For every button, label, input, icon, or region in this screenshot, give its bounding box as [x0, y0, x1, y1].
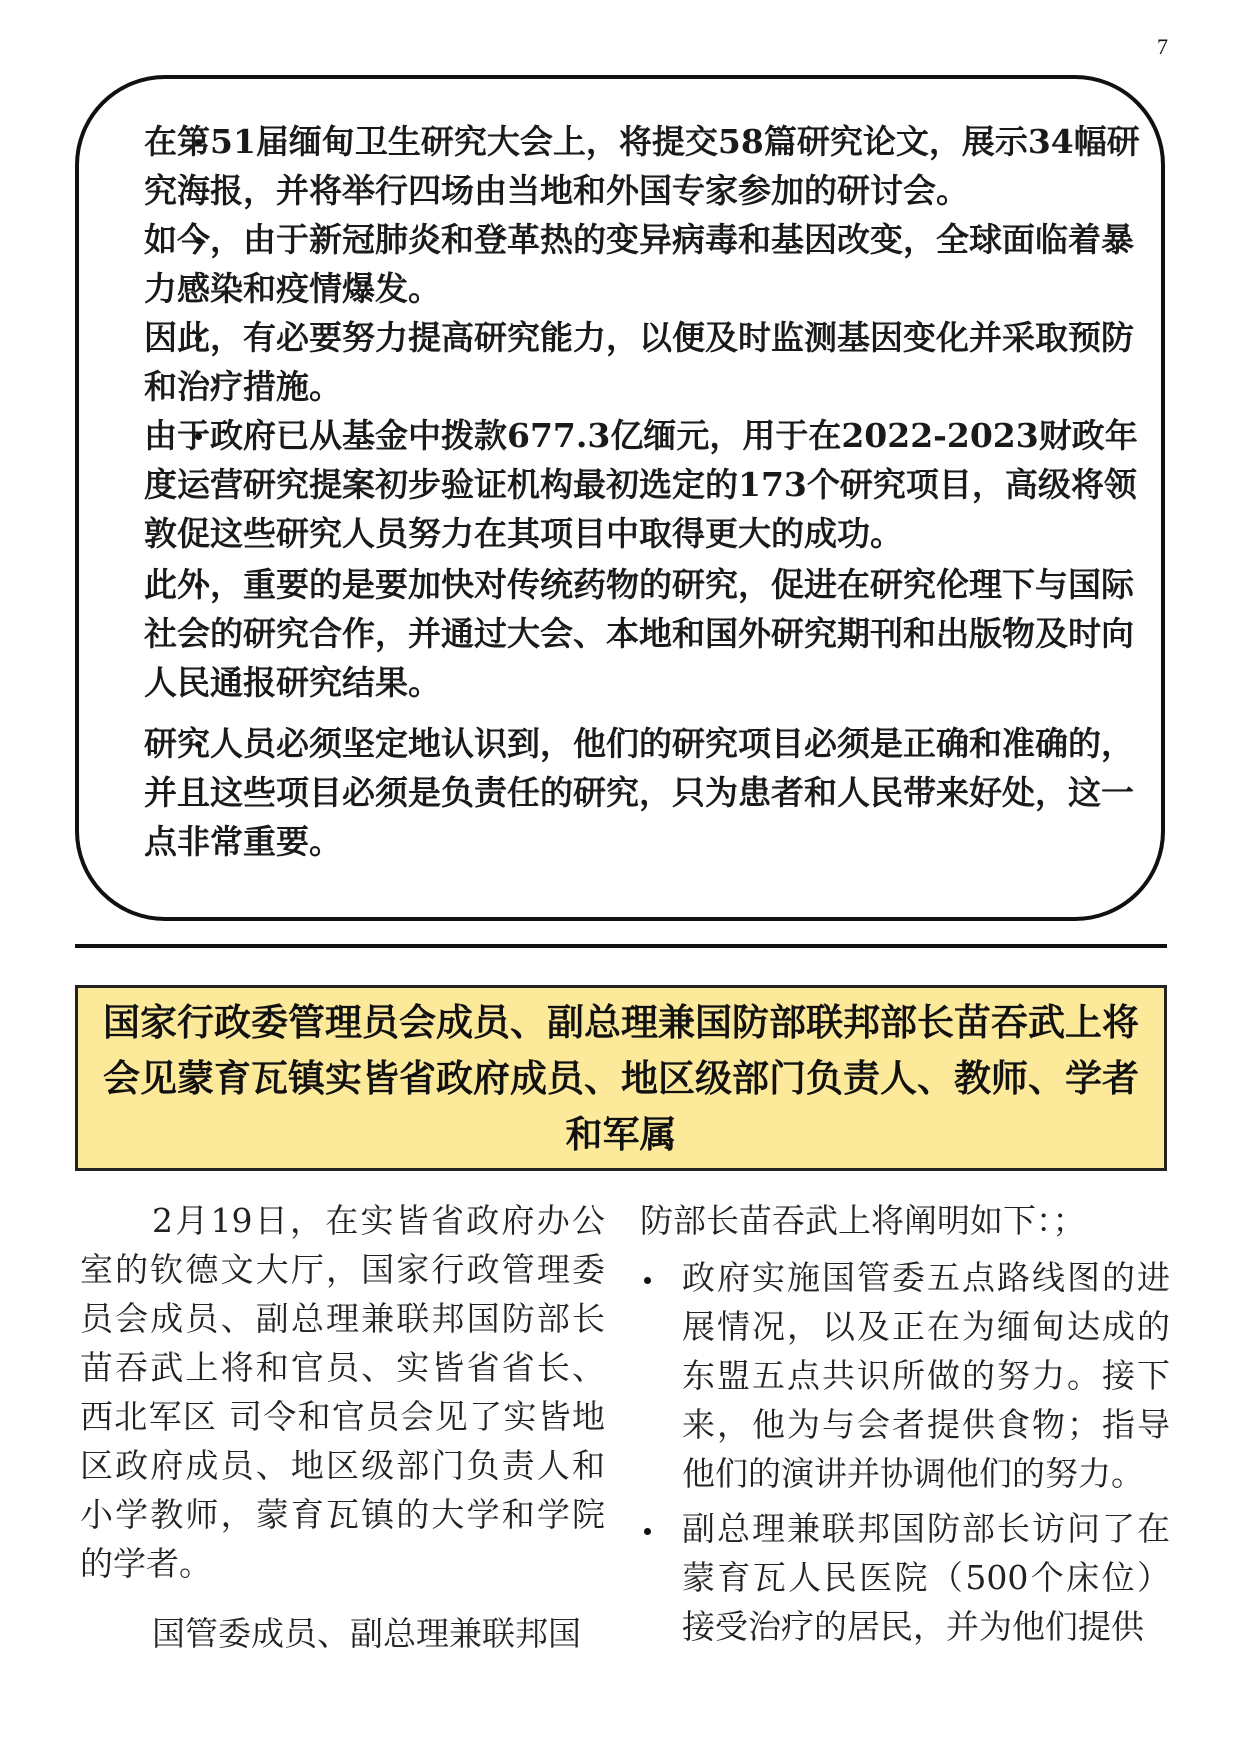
article-left-column — [80, 1196, 605, 1679]
highlights-box — [75, 75, 1165, 921]
article-bullet-item — [640, 1253, 1170, 1498]
section-divider — [75, 944, 1167, 948]
article-paragraph: 国管委成员、副总理兼联邦国 — [152, 1614, 581, 1653]
article-bullet-item — [640, 1504, 1170, 1651]
article-bullet-list — [640, 1253, 1170, 1651]
highlight-text: 此外，重要的是要加快对传统药物的研究，促进在研究伦理下与国际社会的研究合作，并通过大会、本地和国外研究期刊和出版物及时向人民通报研究结果。 — [144, 565, 1134, 702]
bullet-dot-icon — [644, 1528, 651, 1535]
article-bullet-text: 副总理兼联邦国防部长访问了在蒙育瓦人民医院（500个床位）接受治疗的居民，并为他们提供 — [682, 1509, 1170, 1646]
article-paragraph: 2月19日，在实皆省政府办公室的钦德文大厅，国家行政管理委员会成员、副总理兼联邦国防部长苗吞武上将和官员、实皆省省长、西北军区 司令和官员会见了实皆地区政府成员、地区级部门负责人和小学教师，蒙育瓦镇的大学和学院的学者。 — [80, 1201, 605, 1583]
page-number: 7 — [1157, 34, 1168, 59]
article-bullet-text: 政府实施国管委五点路线图的进展情况，以及正在为缅甸达成的东盟五点共识所做的努力。接下来，他为与会者提供食物；指导他们的演讲并协调他们的努力。 — [682, 1258, 1170, 1493]
bullet-dot-icon — [644, 1277, 651, 1284]
highlight-text: 研究人员必须坚定地认识到，他们的研究项目必须是正确和准确的，并且这些项目必须是负责任的研究，只为患者和人民带来好处，这一点非常重要。 — [144, 724, 1134, 861]
highlight-text: 由于政府已从基金中拨款677.3亿缅元，用于在2022-2023财政年度运营研究提案初步验证机构最初选定的173个研究项目，高级将领敦促这些研究人员努力在其项目中取得更大的成功。 — [144, 416, 1138, 553]
article-headline: 国家行政委管理员会成员、副总理兼国防部联邦部长苗吞武上将会见蒙育瓦镇实皆省政府成员、地区级部门负责人、教师、学者和军属 — [103, 1000, 1139, 1156]
highlight-text: 因此，有必要努力提高研究能力，以便及时监测基因变化并采取预防和治疗措施。 — [144, 318, 1134, 406]
highlight-text: 在第51届缅甸卫生研究大会上，将提交58篇研究论文，展示34幅研究海报，并将举行四场由当地和外国专家参加的研讨会。 — [144, 122, 1140, 210]
headline-box — [75, 985, 1167, 1171]
article-paragraph-continuation: 防部长苗吞武上将阐明如下：； — [640, 1201, 1086, 1240]
article-right-column — [640, 1196, 1170, 1657]
highlight-text: 如今，由于新冠肺炎和登革热的变异病毒和基因改变，全球面临着暴力感染和疫情爆发。 — [144, 220, 1134, 308]
